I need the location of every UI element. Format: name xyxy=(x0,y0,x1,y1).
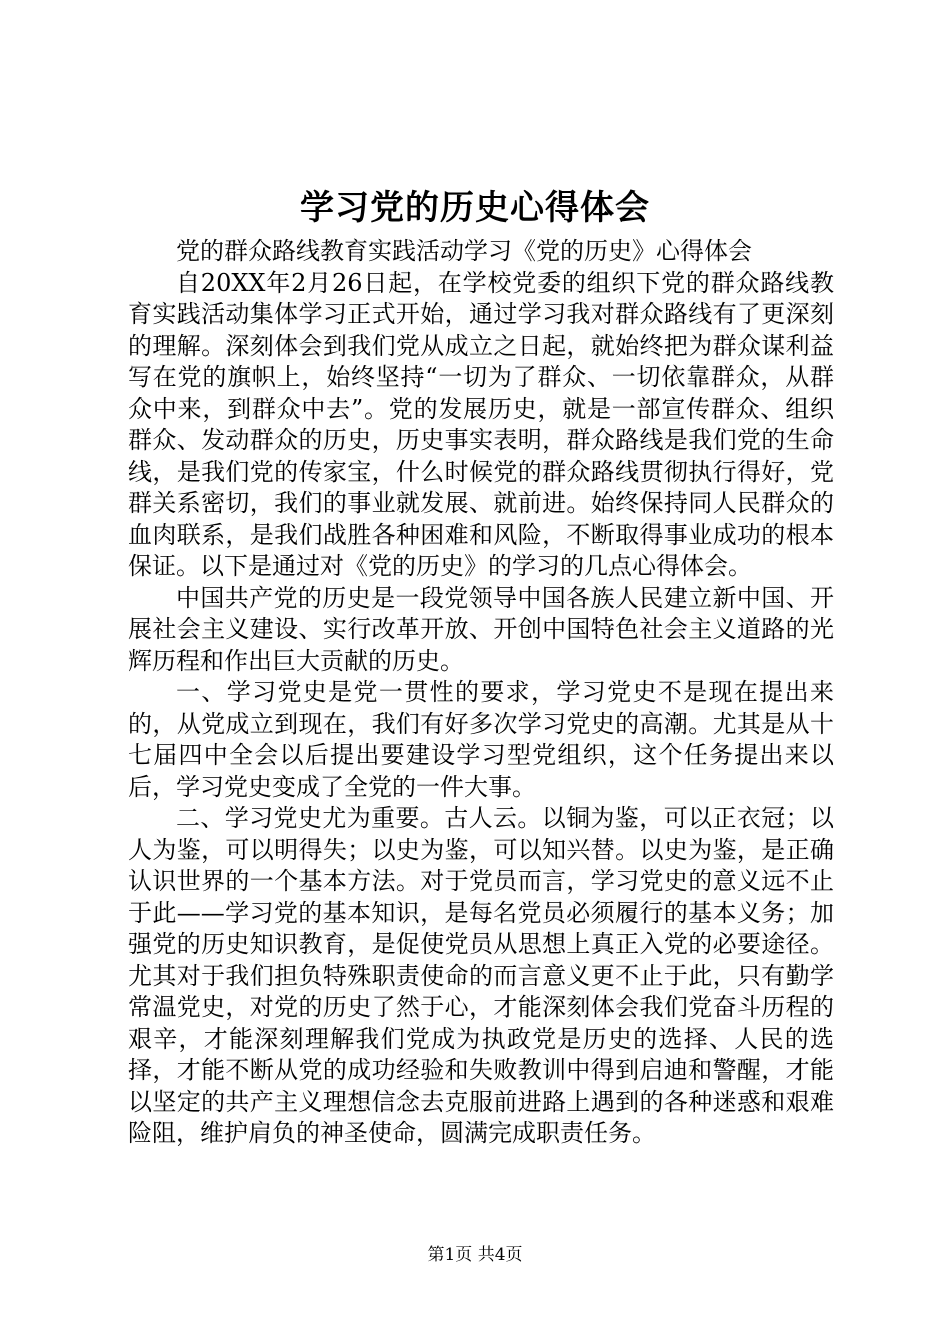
paragraph-intro: 自20XX年2月26日起，在学校党委的组织下党的群众路线教育实践活动集体学习正式开始，通过学习我对群众路线有了更深刻的理解。深刻体会到我们党从成立之日起，就始终把为群众谋利益写在党的旗帜上，始终坚持“一切为了群众、一切依靠群众，从群众中来，到群众中去”。党的发展历史，就是一部宣传群众、组织群众、发动群众的历史，历史事实表明，群众路线是我们党的生命线，是我们党的传家宝，什么时候党的群众路线贯彻执行得好，党群关系密切，我们的事业就发展、就前进。始终保持同人民群众的血肉联系，是我们战胜各种困难和风险，不断取得事业成功的根本保证。以下是通过对《党的历史》的学习的几点心得体会。 xyxy=(128,268,834,580)
document-title: 学习党的历史心得体会 xyxy=(300,188,650,228)
paragraph-point-two: 二、学习党史尤为重要。古人云。以铜为鉴，可以正衣冠；以人为鉴，可以明得失；以史为鉴，可以知兴替。以史为鉴，是正确认识世界的一个基本方法。对于党员而言，学习党史的意义远不止于此——学习党的基本知识，是每名党员必须履行的基本义务；加强党的历史知识教育，是促使党员从思想上真正入党的必要途径。尤其对于我们担负特殊职责使命的而言意义更不止于此，只有勤学常温党史，对党的历史了然于心，才能深刻体会我们党奋斗历程的艰辛，才能深刻理解我们党成为执政党是历史的选择、人民的选择，才能不断从党的成功经验和失败教训中得到启迪和警醒，才能以坚定的共产主义理想信念去克服前进路上遇到的各种迷惑和艰难险阻，维护肩负的神圣使命，圆满完成职责任务。 xyxy=(128,804,834,1147)
paragraph-point-one: 一、学习党史是党一贯性的要求，学习党史不是现在提出来的，从党成立到现在，我们有好多次学习党史的高潮。尤其是从十七届四中全会以后提出要建设学习型党组织，这个任务提出来以后，学习党史变成了全党的一件大事。 xyxy=(128,678,834,801)
document-body xyxy=(128,236,834,1150)
page-number-footer: 第1页 共4页 xyxy=(427,1245,523,1265)
document-subtitle: 党的群众路线教育实践活动学习《党的历史》心得体会 xyxy=(176,237,752,265)
paragraph-party-history: 中国共产党的历史是一段党领导中国各族人民建立新中国、开展社会主义建设、实行改革开放、开创中国特色社会主义道路的光辉历程和作出巨大贡献的历史。 xyxy=(128,583,834,675)
